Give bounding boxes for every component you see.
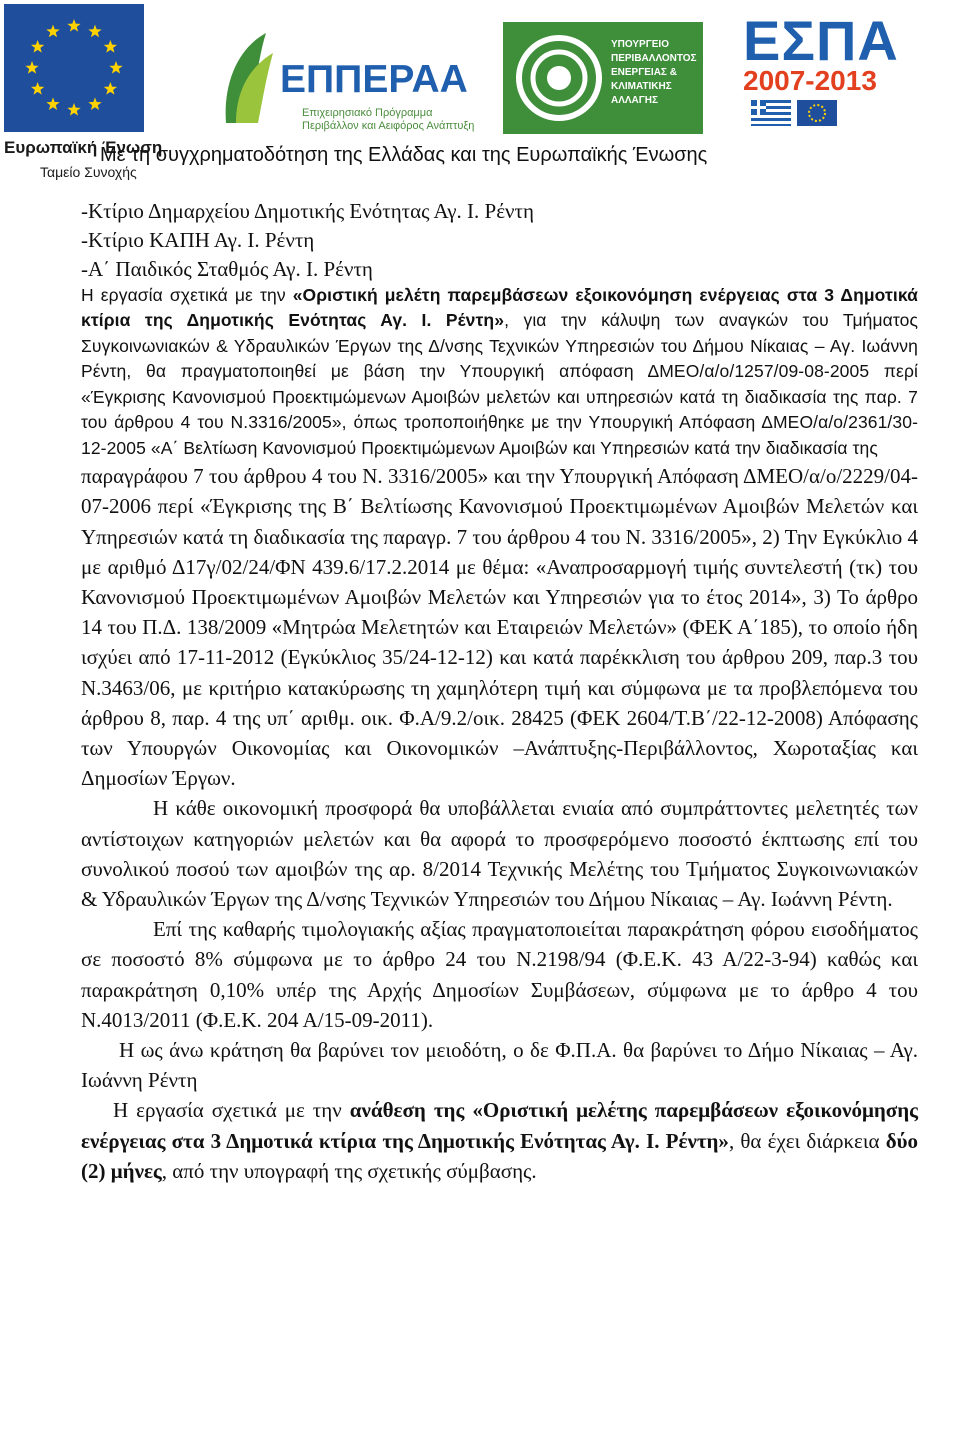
cofinance-statement: Με τη συγχρηματοδότηση της Ελλάδας και της Ευρωπαϊκής Ένωσης	[100, 144, 708, 166]
ministry-logo	[503, 22, 703, 134]
paragraph-1-continued: παραγράφου 7 του άρθρου 4 του Ν. 3316/2005» και την Υπουργική Απόφαση ΔΜΕΟ/α/ο/2229/04-07-2006 περί «Έγκρισης της Β΄ Βελτίωσης Κανονισμού Προεκτιμωμένων Αμοιβών Μελετών και Υπηρεσιών κατά τη διαδικασία της παραγρ. 7 του άρθρου 4 του Ν. 3316/2005», 2) Την Εγκύκλιο 4 με αριθμό Δ17γ/02/24/ΦΝ 439.6/17.2.2014 με θέμα: «Αναπροσαρμογή τιμής συντελεστή (τκ) του Κανονισμού Προεκτιμωμένων Αμοιβών Μελετών και Υπηρεσιών για το έτος 2014», 3) Το άρθρο 14 του Π.Δ. 138/2009 «Μητρώα Μελετητών και Εταιρειών Μελετών» (ΦΕΚ Α΄185), το οποίο ήδη ισχύει από 17-11-2012 (Εγκύκλιος 35/24-12-12) και κατά παρέκκλιση του άρθρου 209, παρ.3 του Ν.3463/06, με κριτήριο κατακύρωσης τη χαμηλότερη τιμή και σύμφωνα με τα προβλεπόμενα του άρθρου 8, παρ. 4 της υπ΄ αριθμ. οικ. Φ.Α/9.2/οικ. 28425 (ΦΕΚ 2604/Τ.Β΄/22-12-2008) Απόφασης των Υπουργών Οικονομίας και Οικονομικών –Ανάπτυξης-Περιβάλλοντος, Χωροταξίας και Δημοσίων Έργων.	[81, 464, 918, 791]
paragraph-5-intro: Η εργασία σχετικά με την	[113, 1098, 350, 1123]
eperaa-logo	[218, 20, 483, 135]
paragraph-1-text: , για την κάλυψη των αναγκών του Τμήματος Συγκοινωνιακών & Υδραυλικών Έργων της Δ/νσης Τεχνικών Υπηρεσιών του Δήμου Νίκαιας – Αγ. Ιωάννη Ρέντη, θα πραγματοποιηθεί με βάση την Υπουργική απόφαση ΔΜΕΟ/α/ο/1257/09-08-2005 περί «Έγκρισης Κανονισμού Προεκτιμώμενων Αμοιβών μελετών και υπηρεσιών κατά τη διαδικασία της παρ. 7 του άρθρου 4 του Ν.3316/2005», όπως τροποποιήθηκε με την Υπουργική Απόφαση ΔΜΕΟ/α/ο/2361/30-12-2005 «Α΄ Βελτίωση Κανονισμού Προεκτιμώμενων Αμοιβών και Υπηρεσιών κατά την διαδικασία της	[81, 310, 918, 458]
ministry-name	[611, 38, 701, 108]
building-item-1: -Κτίριο Δημαρχείου Δημοτικής Ενότητας Αγ. Ι. Ρέντη	[81, 199, 534, 223]
paragraph-2: Η κάθε οικονομική προσφορά θα υποβάλλεται ενιαία από συμπράττοντες μελετητές των αντίστοιχων κατηγοριών μελετών και θα αφορά το προσφερόμενο ποσοστό έκπτωσης επί του συνολικού ποσού των αμοιβών της αρ. 8/2014 Τεχνικής Μελέτης του Τμήματος Συγκοινωνιακών & Υδραυλικών Έργων της Δ/νσης Τεχνικών Υπηρεσιών του Δήμου Νίκαιας – Αγ. Ιωάννη Ρέντη.	[81, 796, 918, 911]
paragraph-3: Επί της καθαρής τιμολογιακής αξίας πραγματοποιείται παρακράτηση φόρου εισοδήματος σε ποσοστό 8% σύμφωνα με το άρθρο 24 του Ν.2198/94 (Φ.Ε.Κ. 43 Α/22-3-94) καθώς και παρακράτηση 0,10% υπέρ της Αρχής Δημοσίων Συμβάσεων, σύμφωνα με το άρθρο 4 του Ν.4013/2011 (Φ.Ε.Κ. 204 Α/15-09-2011).	[81, 917, 918, 1032]
paragraph-5	[81, 1095, 918, 1186]
ministry-line-3: ΕΝΕΡΓΕΙΑΣ &	[611, 67, 677, 78]
eperaa-name: ΕΠΠΕΡΑΑ	[280, 58, 468, 101]
paragraph-1-intro: Η εργασία σχετικά με την	[81, 284, 293, 305]
paragraph-5-duration: δύο (2) μήνες	[81, 1128, 918, 1183]
ministry-line-1: ΥΠΟΥΡΓΕΙΟ	[611, 39, 669, 50]
paragraph-1	[81, 283, 918, 462]
ministry-emblem-icon	[511, 30, 607, 126]
greek-flag-icon	[751, 100, 791, 126]
espa-years: 2007-2013	[743, 65, 877, 96]
ministry-line-2: ΠΕΡΙΒΑΛΛΟΝΤΟΣ	[611, 53, 697, 64]
leaf-icon	[218, 28, 278, 128]
logo-banner	[0, 0, 960, 195]
ministry-line-5: ΑΛΛΑΓΗΣ	[611, 95, 659, 106]
eperaa-subtitle-line-1: Επιχειρησιακό Πρόγραμμα	[302, 107, 433, 119]
ministry-line-4: ΚΛΙΜΑΤΙΚΗΣ	[611, 81, 672, 92]
espa-name: ΕΣΠΑ	[743, 9, 899, 72]
eperaa-subtitle	[302, 107, 474, 133]
building-item-2: -Κτίριο ΚΑΠΗ Αγ. Ι. Ρέντη	[81, 228, 315, 253]
eu-name: Ευρωπαϊκή Ένωση	[4, 138, 163, 157]
eu-fund-name: Ταμείο Συνοχής	[40, 164, 137, 180]
building-item-3: -Α΄ Παιδικός Σταθμός Αγ. Ι. Ρέντη	[81, 257, 373, 282]
espa-logo	[725, 10, 957, 135]
eperaa-subtitle-line-2: Περιβάλλον και Αειφόρος Ανάπτυξη	[302, 120, 475, 132]
document-body	[81, 196, 918, 1186]
paragraph-4: Η ως άνω κράτηση θα βαρύνει τον μειοδότη, ο δε Φ.Π.Α. θα βαρύνει το Δήμο Νίκαιας – Αγ. Ιωάννη Ρέντη	[81, 1037, 918, 1093]
paragraph-5-end: , από την υπογραφή της σχετικής σύμβασης.	[161, 1158, 537, 1183]
paragraph-5-title: ανάθεση της «Οριστική μελέτης παρεμβάσεων εξοικονόμησης ενέργειας στα 3 Δημοτικά κτίρια της Δημοτικής Ενότητας Αγ. Ι. Ρέντη»	[81, 1098, 918, 1153]
paragraph-1-title: «Οριστική μελέτη παρεμβάσεων εξοικονόμηση ενέργειας στα 3 Δημοτικά κτίρια της Δημοτικής Ενότητας Αγ. Ι. Ρέντη»	[81, 284, 918, 331]
paragraph-5-text: , θα έχει διάρκεια	[728, 1128, 886, 1153]
eu-flag-icon	[4, 4, 144, 132]
eu-small-flag-icon	[797, 100, 837, 126]
